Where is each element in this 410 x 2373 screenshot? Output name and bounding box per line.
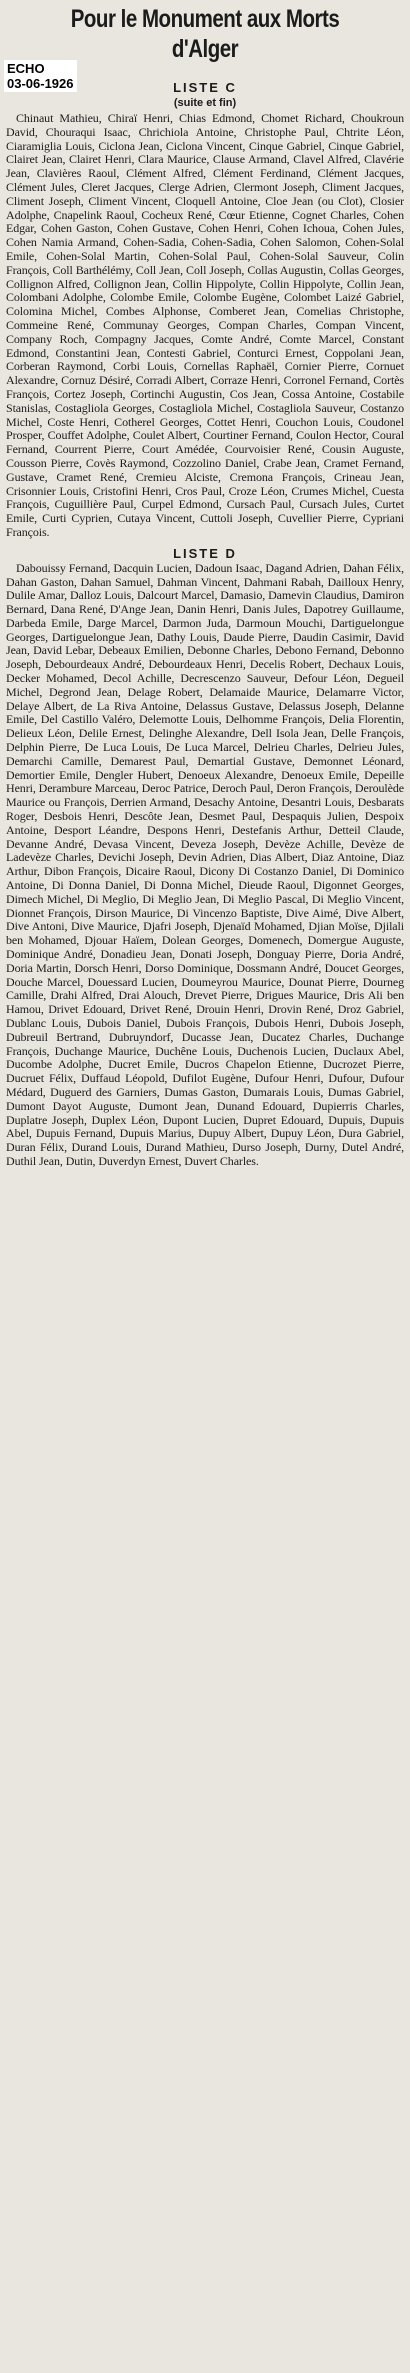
headline-line-2: d'Alger [171,35,239,63]
list-c-title: LISTE C [173,80,237,95]
list-c-subtitle: (suite et fin) [173,97,237,109]
list-d-title: LISTE D [173,545,237,561]
publication-date: 03-06-1926 [7,76,74,91]
source-name: ECHO [7,61,45,76]
source-date-label [4,60,77,92]
list-d-names: Dabouissy Fernand, Dacquin Lucien, Dadoun Isaac, Dagand Adrien, Dahan Félix, Dahan Gaston, Dahan Samuel, Dahman Vincent, Dahmani Rabah, Dailloux Henry, Dulile Amar, Dalloz Louis, Dalcourt Marcel, Damasio, Damevin Claudius, Damiron Bernard, Dana René, D'Ange Jean, Danin Henri, Danis Jules, Dapotrey Guillaume, Darbeda Emile, Darge Marcel, Darmon Juda, Darmoun Mouchi, Dartiguelongue Georges, Dartiguelongue Jean, Dathy Louis, Daude Pierre, Daudin Casimir, David Jean, David Lebar, Debeaux Emilien, Debonne Charles, Debono Fernand, Debonno Joseph, Debourdeaux André, Debourdeaux Henri, Decelis Robert, Dechaux Louis, Decker Mohamed, Decol Achille, Decrescenzo Sauveur, Defour Léon, Degueil Michel, Degrond Jean, Delage Robert, Delamaide Maurice, Delamarre Victor, Delaye Albert, de La Riva Antoine, Delassus Gustave, Delassus Joseph, Delanne Emile, Del Castillo Valéro, Delemotte Louis, Delhomme François, Delia Florentin, Delieux Léon, Delile Ernest, Delinghe Alexandre, Dell Isola Jean, Delle François, Delphin Pierre, De Luca Louis, De Luca Marcel, Delrieu Charles, Delrieu Jules, Demarchi Camille, Demarest Paul, Demartial Gustave, Demonnet Léonard, Demortier Emile, Dengler Hubert, Denoeux Alexandre, Denoeux Emile, Depeille Henri, Derambure Marceau, Deroc Patrice, Deroch Paul, Deron François, Deroulède Maurice ou François, Derrien Armand, Desachy Antoine, Desantri Louis, Desbarats Roger, Desbois Henri, Descôte Jean, Desmet Paul, Despaquis Julien, Despoix Antoine, Desport Léandre, Despons Henri, Destefanis Arthur, Detteil Claude, Devanne André, Devasa Vincent, Deveza Joseph, Devèze Achille, Devèze de Ladevèze Charles, Devichi Joseph, Devin Adrien, Dias Albert, Diaz Antoine, Diaz Arthur, Dibon François, Dicaire Raoul, Dicony Di Costanzo Daniel, Di Dominico Antoine, Di Donna Daniel, Di Donna Michel, Dieude Raoul, Digonnet Georges, Dimech Michel, Di Meglio, Di Meglio Jean, Di Meglio Pascal, Di Meglio Vincent, Dionnet François, Dirson Maurice, Di Vincenzo Baptiste, Dive Aimé, Dive Albert, Dive Antoni, Dive Maurice, Djafri Joseph, Djenaïd Mohamed, Djian Moïse, Djilali ben Mohamed, Djouar Haïem, Dolean Georges, Domenech, Domergue Auguste, Dominique André, Donadieu Jean, Donati Joseph, Donguay Pierre, Doria André, Doria Martin, Dorsch Henri, Dorso Dominique, Dossmann André, Doucet Georges, Douche Marcel, Douessard Lucien, Doumeyrou Maurice, Dounat Pierre, Dourneg Camille, Drahi Alfred, Drai Alouch, Drevet Pierre, Drigues Maurice, Dris Ali ben Hamou, Drivet Edouard, Drivet René, Drouin Henri, Drovin René, Droz Gabriel, Dublanc Louis, Dubois Daniel, Dubois François, Dubois Henri, Dubois Joseph, Dubreuil Bertrand, Dubruyndorf, Ducasse Jean, Ducatez Charles, Duchange François, Duchange Maurice, Duchêne Louis, Duchenois Lucien, Duclaux Abel, Ducombe Adolphe, Ducret Emile, Ducros Chapelon Etienne, Ducrozet Pierre, Ducruet Félix, Duffaud Léopold, Dufilot Eugène, Dufour Henri, Dufour, Dufour Médard, Duguerd des Garniers, Dumas Gaston, Dumarais Louis, Dumas Gabriel, Dumont Dayot Auguste, Dumont Jean, Dunand Edouard, Dupierris Charles, Duplatre Joseph, Duplex Léon, Dupont Lucien, Dupret Edouard, Dupuis, Dupuis Abel, Dupuis Fernand, Dupuis Marius, Dupuy Albert, Dupuy Léon, Dura Gabriel, Duran Félix, Durand Louis, Durand Mathieu, Durso Joseph, Durny, Dutel André, Duthil Jean, Dutin, Duverdyn Ernest, Duvert Charles. [6,560,404,1168]
headline [42,4,368,64]
list-c-names: Chinaut Mathieu, Chiraï Henri, Chias Edmond, Chomet Richard, Choukroun David, Chouraqui Isaac, Chrichiola Antoine, Christophe Paul, Chtrite Léon, Ciaramiglia Louis, Ciclona Jean, Ciclona Vincent, Cinque Gabriel, Cinque Gabriel, Clairet Jean, Clairet Henri, Clara Maurice, Clause Armand, Clavel Alfred, Clavérie Jean, Clavières Raoul, Clément Alfred, Clément Ferdinand, Clément Jacques, Clément Jules, Cleret Jacques, Clerge Adrien, Clermont Joseph, Climent Jacques, Climent Joseph, Climent Vincent, Cloquell Antoine, Cloe Jean (ou Clot), Closier Adolphe, Cnapelink Raoul, Cocheux René, Cœur Etienne, Cognet Charles, Cohen Edgar, Cohen Gaston, Cohen Gustave, Cohen Henri, Cohen Ichoua, Cohen Jules, Cohen Namia Armand, Cohen-Sadia, Cohen-Sadia, Cohen Salomon, Cohen-Solal Emile, Cohen-Solal Martin, Cohen-Solal Paul, Cohen-Solal Sauveur, Colin François, Coll Barthélémy, Coll Jean, Coll Joseph, Collas Augustin, Collas Georges, Collignon Alfred, Collignon Jean, Collin Hippolyte, Collin Hippolyte, Collin Jean, Colombani Adolphe, Colombe Emile, Colombe Eugène, Colombet Laizé Gabriel, Colomina Michel, Combes Alphonse, Comberet Jean, Comelias Christophe, Commeine René, Communay Georges, Compan Charles, Compan Vincent, Company Roch, Compagny Jacques, Comte André, Comte Marcel, Constant Edmond, Constantini Jean, Contesti Gabriel, Conturci Ernest, Coppolani Jean, Corberan Raymond, Corbi Louis, Cornellas Raphaël, Cornier Pierre, Cornuet Alexandre, Cornuz Désiré, Corradi Albert, Corraze Henri, Corronel Fernand, Cortès François, Cortez Joseph, Cortinchi Augustin, Cos Jean, Cossa Antoine, Costabile Stanislas, Costagliola Georges, Costagliola Michel, Costagliola Sauveur, Costanzo Michel, Coste Henri, Cotherel Georges, Cottet Henri, Couchon Louis, Coudonel Prosper, Couffet Adolphe, Coulet Albert, Courtiner Fernand, Coulon Hector, Coural Fernand, Courrent Pierre, Court Amédée, Courvoisier René, Cousin Auguste, Cousson Pierre, Covès Raymond, Cozzolino Daniel, Crabe Jean, Cramet Fernand, Gustave, Cramet René, Cremieu Alciste, Cremona François, Crineau Jean, Crisonnier Louis, Cristofini Henri, Cros Paul, Croze Léon, Crumes Michel, Cuesta François, Cuguillière Paul, Curpel Edmond, Cursach Paul, Cursach Jules, Curtet Emile, Curti Cyprien, Cutaya Vincent, Cuttoli Joseph, Cuvellier Pierre, Cypriani François. [6,111,404,539]
headline-line-1: Pour le Monument aux Morts [70,5,340,33]
